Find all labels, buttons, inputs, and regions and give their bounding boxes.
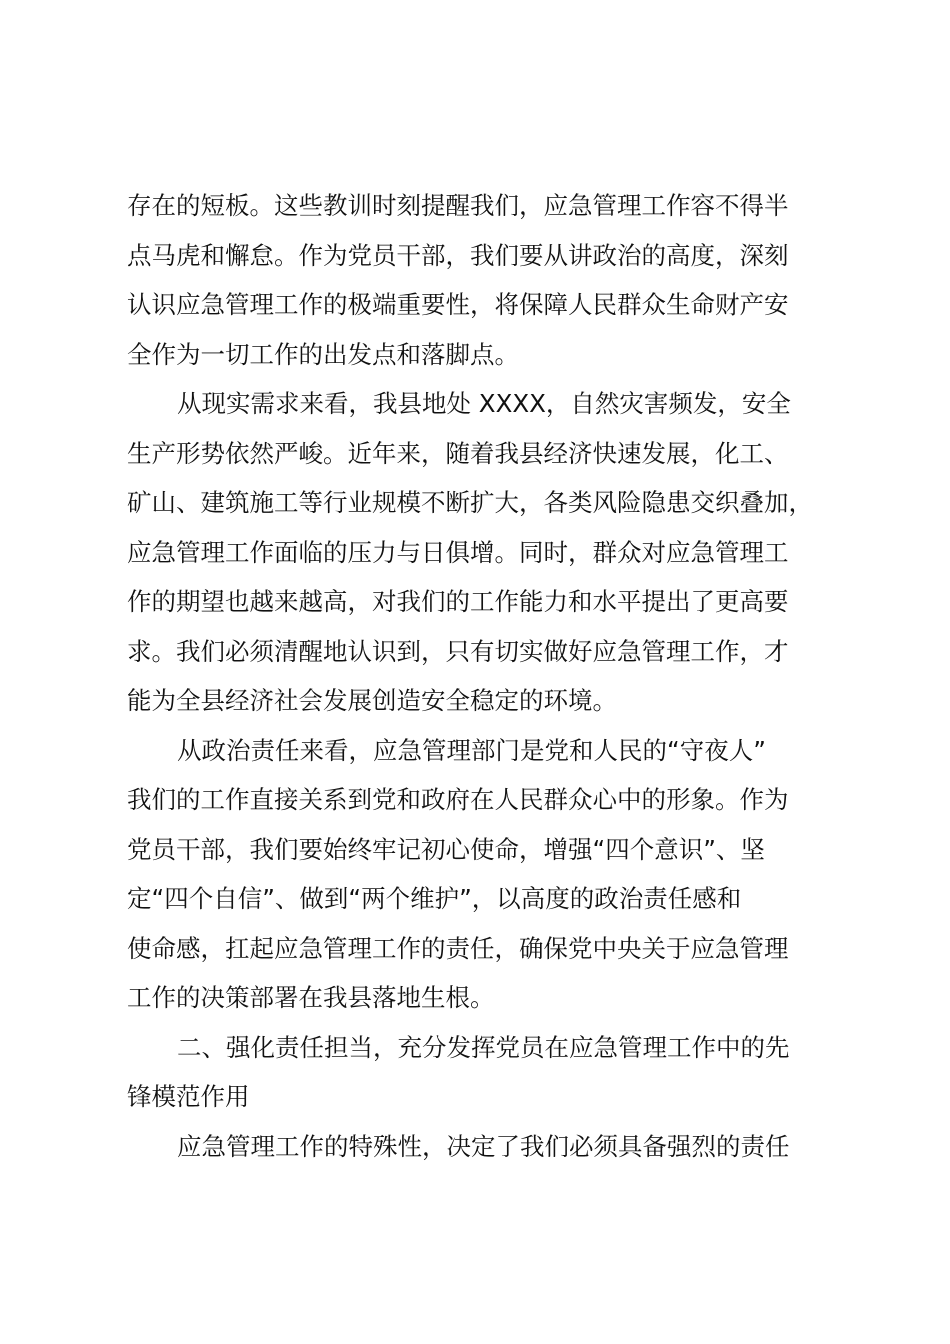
paragraph-2 <box>127 379 827 726</box>
text-line: 从现实需求来看，我县地处 XXXX，自然灾害频发，安全 <box>177 389 791 418</box>
paragraph-3 <box>127 726 827 1023</box>
heading-line: 二、强化责任担当，充分发挥党员在应急管理工作中的先 <box>177 1032 790 1062</box>
heading-line: 锋模范作用 <box>127 1082 250 1111</box>
section-heading <box>127 1023 827 1122</box>
text-line: 应急管理工作面临的压力与日俱增。同时，群众对应急管理工 <box>127 537 789 567</box>
paragraph-1 <box>127 181 827 379</box>
text-line: 点马虎和懈怠。作为党员干部，我们要从讲政治的高度，深刻 <box>127 240 789 270</box>
text-line: 工作的决策部署在我县落地生根。 <box>127 983 495 1012</box>
text-line: 存在的短板。这些教训时刻提醒我们，应急管理工作容不得半 <box>127 191 789 220</box>
paragraph-5 <box>127 1122 827 1172</box>
text-line: 生产形势依然严峻。近年来，随着我县经济快速发展，化工、 <box>127 438 789 468</box>
text-line: 求。我们必须清醒地认识到，只有切实做好应急管理工作，才 <box>127 636 789 666</box>
text-line: 应急管理工作的特殊性，决定了我们必须具备强烈的责任 <box>177 1131 790 1161</box>
text-line: 定“四个自信”、做到“两个维护”，以高度的政治责任感和 <box>127 884 742 913</box>
text-line: 使命感，扛起应急管理工作的责任，确保党中央关于应急管理 <box>127 933 789 963</box>
text-line: 党员干部，我们要始终牢记初心使命，增强“四个意识”、坚 <box>127 834 765 864</box>
text-line: 全作为一切工作的出发点和落脚点。 <box>127 339 519 369</box>
text-line: 认识应急管理工作的极端重要性，将保障人民群众生命财产安 <box>127 290 789 319</box>
text-line: 我们的工作直接关系到党和政府在人民群众心中的形象。作为 <box>127 785 789 814</box>
text-line: 矿山、建筑施工等行业规模不断扩大，各类风险隐患交织叠加， <box>127 488 813 517</box>
text-line: 从政治责任来看，应急管理部门是党和人民的“守夜人” <box>177 735 766 765</box>
text-line: 作的期望也越来越高，对我们的工作能力和水平提出了更高要 <box>127 587 789 616</box>
document-body <box>127 181 827 1171</box>
text-line: 能为全县经济社会发展创造安全稳定的环境。 <box>127 686 617 715</box>
